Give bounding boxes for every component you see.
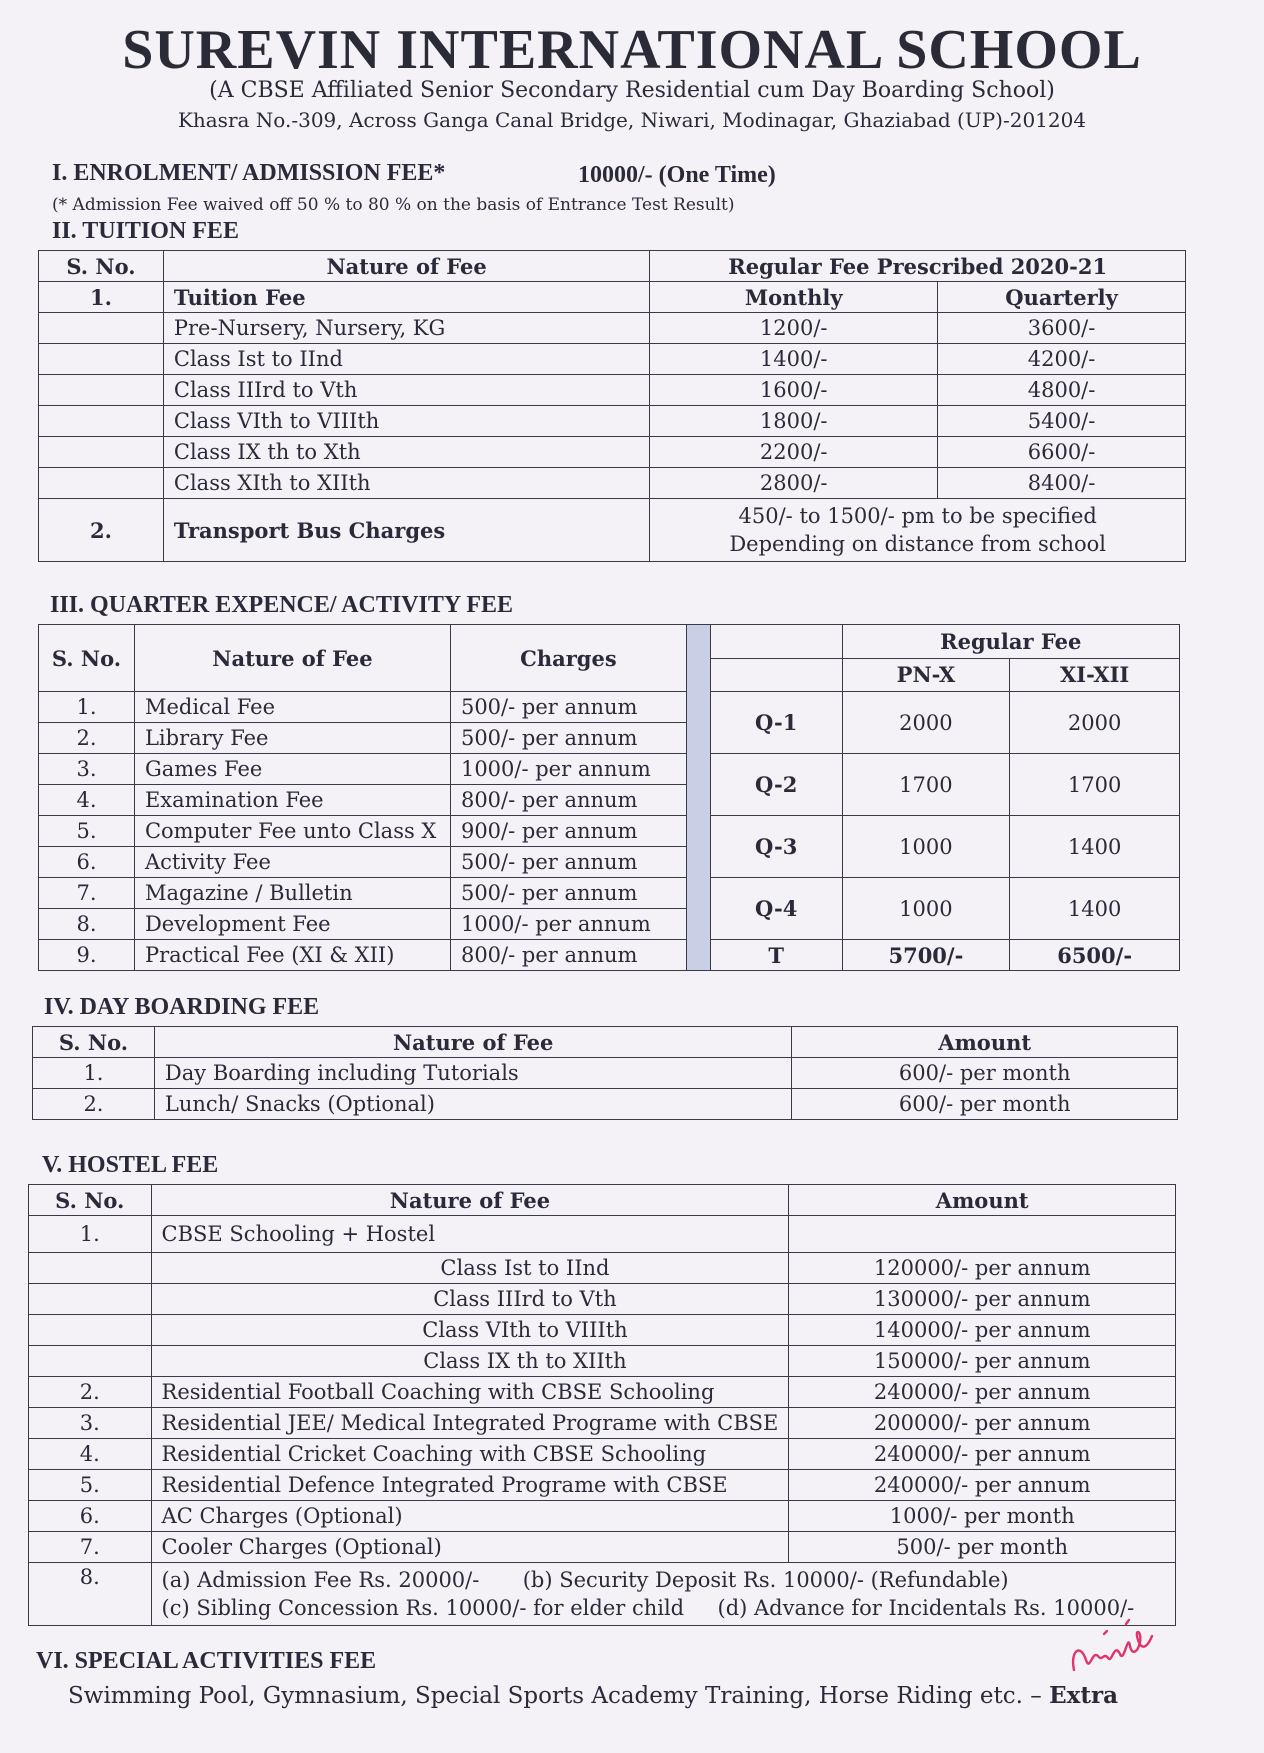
security-deposit-text: (b) Security Deposit Rs. 10000/- (Refundable) xyxy=(522,1568,1009,1592)
table-row xyxy=(29,1439,1176,1470)
row-sno: 8. xyxy=(39,909,135,940)
row-sno: 1. xyxy=(33,1058,155,1089)
fee-charge: 1000/- per annum xyxy=(450,909,686,940)
fee-amount: 150000/- per annum xyxy=(789,1346,1176,1377)
fee-amount: 240000/- per annum xyxy=(789,1470,1176,1501)
header-amount: Amount xyxy=(792,1027,1178,1058)
transport-line-2: Depending on distance from school xyxy=(729,532,1107,556)
table-row xyxy=(29,1501,1176,1532)
fee-name: Residential Defence Integrated Programe with CBSE xyxy=(151,1470,789,1501)
extra-label: Extra xyxy=(1049,1682,1118,1709)
class-name: Class VIth to VIIIth xyxy=(151,1315,789,1346)
sibling-concession-text: (c) Sibling Concession Rs. 10000/- for elder child xyxy=(161,1596,685,1620)
fee-name: Computer Fee unto Class X xyxy=(134,816,450,847)
quarter-label: Q-1 xyxy=(710,692,842,754)
class-name: Class IIIrd to Vth xyxy=(163,375,649,406)
transport-line-1: 450/- to 1500/- pm to be specified xyxy=(738,504,1097,528)
header-amount: Amount xyxy=(789,1185,1176,1216)
special-activities-text xyxy=(68,1682,1118,1709)
section-3-title: III. QUARTER EXPENCE/ ACTIVITY FEE xyxy=(50,592,514,618)
row-sno: 2. xyxy=(29,1377,152,1408)
empty-cell xyxy=(789,1216,1176,1253)
table-row xyxy=(39,692,1180,723)
tuition-label: Tuition Fee xyxy=(163,282,649,313)
fee-name: Library Fee xyxy=(134,723,450,754)
table-row xyxy=(39,344,1186,375)
quarter-xi-xii: 1400 xyxy=(1010,878,1180,940)
quarterly-fee: 5400/- xyxy=(938,406,1186,437)
row-sno: 4. xyxy=(39,785,135,816)
header-quarterly: Quarterly xyxy=(938,282,1186,313)
fee-charge: 500/- per annum xyxy=(450,878,686,909)
quarterly-fee: 4800/- xyxy=(938,375,1186,406)
row-sno: 2. xyxy=(39,723,135,754)
fee-amount: 500/- per month xyxy=(789,1532,1176,1563)
section-1-title: I. ENROLMENT/ ADMISSION FEE* xyxy=(52,160,446,186)
quarterly-fee: 3600/- xyxy=(938,313,1186,344)
table-row xyxy=(39,940,1180,971)
fee-amount: 200000/- per annum xyxy=(789,1408,1176,1439)
fee-name: Examination Fee xyxy=(134,785,450,816)
fee-name: Residential Football Coaching with CBSE Schooling xyxy=(151,1377,789,1408)
table-row xyxy=(29,1346,1176,1377)
section-6-title: VI. SPECIAL ACTIVITIES FEE xyxy=(36,1648,377,1674)
quarter-label: Q-3 xyxy=(710,816,842,878)
activity-fee-table xyxy=(38,624,1180,971)
monthly-fee: 1600/- xyxy=(650,375,938,406)
monthly-fee: 1400/- xyxy=(650,344,938,375)
quarter-pn-x: 1000 xyxy=(842,816,1010,878)
header-pn-x: PN-X xyxy=(842,658,1010,692)
address-line: Khasra No.-309, Across Ganga Canal Bridge, Niwari, Modinagar, Ghaziabad (UP)-201204 xyxy=(177,108,1087,132)
transport-label: Transport Bus Charges xyxy=(163,499,649,562)
table-row xyxy=(33,1058,1178,1089)
row-sno: 4. xyxy=(29,1439,152,1470)
class-name: Class IIIrd to Vth xyxy=(151,1284,789,1315)
class-name: Class VIth to VIIIth xyxy=(163,406,649,437)
table-row xyxy=(39,878,1180,909)
header-nature: Nature of Fee xyxy=(134,625,450,692)
section-2-title: II. TUITION FEE xyxy=(52,218,239,244)
quarterly-fee: 4200/- xyxy=(938,344,1186,375)
fee-name: Residential Cricket Coaching with CBSE Schooling xyxy=(151,1439,789,1470)
table-row xyxy=(39,375,1186,406)
table-row xyxy=(29,1532,1176,1563)
row-sno: 5. xyxy=(29,1470,152,1501)
blank-header xyxy=(710,658,842,692)
fee-name: Games Fee xyxy=(134,754,450,785)
quarter-pn-x: 1700 xyxy=(842,754,1010,816)
fee-charge: 500/- per annum xyxy=(450,847,686,878)
row-sno: 6. xyxy=(29,1501,152,1532)
tuition-sno: 1. xyxy=(39,282,164,313)
header-monthly: Monthly xyxy=(650,282,938,313)
fee-amount: 240000/- per annum xyxy=(789,1377,1176,1408)
misc-line-1 xyxy=(162,1566,1165,1594)
row-sno: 1. xyxy=(39,692,135,723)
row-sno: 6. xyxy=(39,847,135,878)
quarter-label: Q-4 xyxy=(710,878,842,940)
quarter-xi-xii: 1700 xyxy=(1010,754,1180,816)
header-xi-xii: XI-XII xyxy=(1010,658,1180,692)
affiliation-line: (A CBSE Affiliated Senior Secondary Residential cum Day Boarding School) xyxy=(209,78,1055,103)
table-row xyxy=(29,1377,1176,1408)
header-nature: Nature of Fee xyxy=(154,1027,791,1058)
table-row xyxy=(39,313,1186,344)
table-row xyxy=(29,1216,1176,1253)
fee-charge: 800/- per annum xyxy=(450,785,686,816)
fee-name: Development Fee xyxy=(134,909,450,940)
table-row xyxy=(29,1315,1176,1346)
row-sno: 5. xyxy=(39,816,135,847)
fee-name: Day Boarding including Tutorials xyxy=(154,1058,791,1089)
tuition-fee-table xyxy=(38,250,1186,562)
quarter-label: Q-2 xyxy=(710,754,842,816)
class-name: Class IX th to XIIth xyxy=(151,1346,789,1377)
monthly-fee: 2800/- xyxy=(650,468,938,499)
quarter-pn-x: 2000 xyxy=(842,692,1010,754)
fee-charge: 900/- per annum xyxy=(450,816,686,847)
class-name: Class XIth to XIIth xyxy=(163,468,649,499)
fee-name: Residential JEE/ Medical Integrated Programe with CBSE xyxy=(151,1408,789,1439)
section-4-title: IV. DAY BOARDING FEE xyxy=(44,994,320,1020)
row-sno: 7. xyxy=(29,1532,152,1563)
fee-name: Medical Fee xyxy=(134,692,450,723)
row-sno: 2. xyxy=(33,1089,155,1120)
fee-charge: 1000/- per annum xyxy=(450,754,686,785)
transport-row xyxy=(39,499,1186,562)
class-name: Pre-Nursery, Nursery, KG xyxy=(163,313,649,344)
fee-charge: 800/- per annum xyxy=(450,940,686,971)
hostel-fee-table xyxy=(28,1184,1176,1626)
table-row xyxy=(33,1089,1178,1120)
header-nature: Nature of Fee xyxy=(163,251,649,282)
quarter-xi-xii: 1400 xyxy=(1010,816,1180,878)
section-5-title: V. HOSTEL FEE xyxy=(42,1152,219,1178)
day-boarding-table xyxy=(32,1026,1178,1120)
admission-fee-note: (* Admission Fee waived off 50 % to 80 % on the basis of Entrance Test Result) xyxy=(52,195,735,215)
table-row xyxy=(39,406,1186,437)
table-row xyxy=(39,468,1186,499)
class-name: Class Ist to IInd xyxy=(163,344,649,375)
total-label: T xyxy=(710,940,842,971)
table-row xyxy=(29,1563,1176,1626)
blank-header xyxy=(710,625,842,659)
advance-incidentals-text: (d) Advance for Incidentals Rs. 10000/- xyxy=(717,1596,1135,1620)
header-nature: Nature of Fee xyxy=(151,1185,789,1216)
fee-name: Practical Fee (XI & XII) xyxy=(134,940,450,971)
table-row xyxy=(39,437,1186,468)
fee-amount: 130000/- per annum xyxy=(789,1284,1176,1315)
total-pn-x: 5700/- xyxy=(842,940,1010,971)
misc-fees xyxy=(151,1563,1175,1626)
divider-shade xyxy=(686,625,710,971)
header-charges: Charges xyxy=(450,625,686,692)
header-sno: S. No. xyxy=(39,251,164,282)
class-name: Class Ist to IInd xyxy=(151,1253,789,1284)
fee-amount: 240000/- per annum xyxy=(789,1439,1176,1470)
header-sno: S. No. xyxy=(39,625,135,692)
fee-amount: 120000/- per annum xyxy=(789,1253,1176,1284)
fee-name: CBSE Schooling + Hostel xyxy=(151,1216,789,1253)
table-row xyxy=(39,816,1180,847)
fee-name: Lunch/ Snacks (Optional) xyxy=(154,1089,791,1120)
table-row xyxy=(29,1470,1176,1501)
misc-line-2 xyxy=(162,1594,1165,1622)
table-row xyxy=(29,1253,1176,1284)
fee-charge: 500/- per annum xyxy=(450,723,686,754)
transport-sno: 2. xyxy=(39,499,164,562)
header-sno: S. No. xyxy=(33,1027,155,1058)
fee-name: Cooler Charges (Optional) xyxy=(151,1532,789,1563)
fee-name: Activity Fee xyxy=(134,847,450,878)
quarter-pn-x: 1000 xyxy=(842,878,1010,940)
row-sno: 8. xyxy=(29,1563,152,1626)
fee-charge: 500/- per annum xyxy=(450,692,686,723)
signature-icon xyxy=(1068,1612,1160,1684)
monthly-fee: 1800/- xyxy=(650,406,938,437)
fee-amount: 600/- per month xyxy=(792,1058,1178,1089)
monthly-fee: 1200/- xyxy=(650,313,938,344)
admission-fee-text: (a) Admission Fee Rs. 20000/- xyxy=(161,1568,480,1592)
monthly-fee: 2200/- xyxy=(650,437,938,468)
header-sno: S. No. xyxy=(29,1185,152,1216)
table-row xyxy=(39,754,1180,785)
table-row xyxy=(29,1284,1176,1315)
fee-amount: 140000/- per annum xyxy=(789,1315,1176,1346)
total-xi-xii: 6500/- xyxy=(1010,940,1180,971)
row-sno: 3. xyxy=(29,1408,152,1439)
fee-amount: 1000/- per month xyxy=(789,1501,1176,1532)
row-sno: 1. xyxy=(29,1216,152,1253)
row-sno: 3. xyxy=(39,754,135,785)
quarterly-fee: 8400/- xyxy=(938,468,1186,499)
admission-fee-amount: 10000/- (One Time) xyxy=(578,162,776,188)
quarterly-fee: 6600/- xyxy=(938,437,1186,468)
special-activities-list: Swimming Pool, Gymnasium, Special Sports Academy Training, Horse Riding etc. – xyxy=(68,1683,1042,1709)
class-name: Class IX th to Xth xyxy=(163,437,649,468)
table-row xyxy=(29,1408,1176,1439)
row-sno: 9. xyxy=(39,940,135,971)
transport-charges xyxy=(650,499,1186,562)
fee-name: Magazine / Bulletin xyxy=(134,878,450,909)
school-name: SUREVIN INTERNATIONAL SCHOOL xyxy=(122,19,1142,81)
fee-amount: 600/- per month xyxy=(792,1089,1178,1120)
header-regular-fee: Regular Fee xyxy=(842,625,1179,659)
header-regular-fee: Regular Fee Prescribed 2020-21 xyxy=(650,251,1186,282)
quarter-xi-xii: 2000 xyxy=(1010,692,1180,754)
row-sno: 7. xyxy=(39,878,135,909)
fee-name: AC Charges (Optional) xyxy=(151,1501,789,1532)
